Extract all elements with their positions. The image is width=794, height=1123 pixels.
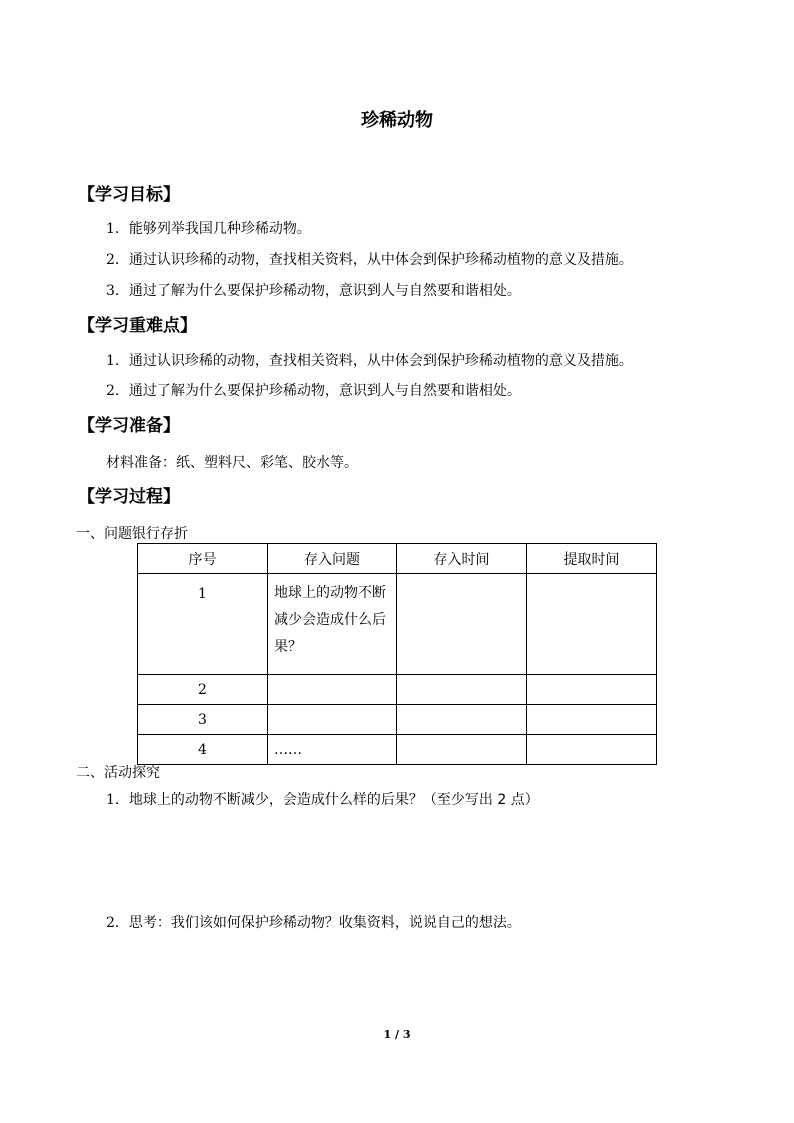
row-index: 3 [138, 705, 268, 735]
objective-num-1: 1． [106, 221, 129, 237]
key-points-heading: 【学习重难点】 [78, 316, 197, 336]
objective-item-3 [106, 280, 521, 300]
objective-item-2 [106, 249, 633, 269]
key-point-text-2: 通过了解为什么要保护珍稀动物，意识到人与自然要和谐相处。 [128, 383, 521, 399]
table-row [138, 735, 657, 765]
objective-text-3: 通过了解为什么要保护珍稀动物，意识到人与自然要和谐相处。 [128, 283, 521, 299]
objective-text-2: 通过认识珍稀的动物，查找相关资料，从中体会到保护珍稀动植物的意义及措施。 [128, 252, 633, 268]
table-header-index: 序号 [138, 544, 268, 574]
row-withdraw-time [527, 675, 657, 705]
process-heading: 【学习过程】 [78, 487, 180, 507]
row-question [268, 705, 397, 735]
key-point-item-1 [106, 350, 633, 370]
row-deposit-time [397, 705, 527, 735]
activity-text-2: 思考：我们该如何保护珍稀动物？收集资料，说说自己的想法。 [128, 915, 521, 931]
row-question: 地球上的动物不断减少会造成什么后果？ [268, 574, 397, 675]
preparation-text: 材料准备：纸、塑料尺、彩笔、胶水等。 [106, 455, 358, 471]
row-question [268, 675, 397, 705]
activity-num-1: 1． [106, 792, 129, 808]
key-point-num-1: 1． [106, 353, 129, 369]
row-withdraw-time [527, 735, 657, 765]
table-row [138, 574, 657, 675]
row-deposit-time [397, 675, 527, 705]
row-index: 2 [138, 675, 268, 705]
table-header-row [138, 544, 657, 574]
key-point-text-1: 通过认识珍稀的动物，查找相关资料，从中体会到保护珍稀动植物的意义及措施。 [128, 353, 633, 369]
objective-num-3: 3． [106, 283, 129, 299]
table-header-withdraw-time: 提取时间 [527, 544, 657, 574]
key-point-num-2: 2． [106, 383, 129, 399]
question-bank-table [137, 543, 657, 765]
activity-question-1 [106, 789, 539, 809]
question-bank-heading: 一、问题银行存折 [76, 526, 188, 542]
table-row [138, 705, 657, 735]
page-number: 1 / 3 [383, 1028, 411, 1041]
table-header-question: 存入问题 [268, 544, 397, 574]
activity-num-2: 2． [106, 915, 129, 931]
activity-question-2 [106, 912, 521, 932]
objectives-heading: 【学习目标】 [78, 185, 180, 205]
activity-text-1: 地球上的动物不断减少，会造成什么样的后果？（至少写出 2 点） [128, 792, 539, 808]
row-withdraw-time [527, 705, 657, 735]
key-point-item-2 [106, 380, 521, 400]
row-deposit-time [397, 574, 527, 675]
objective-item-1 [106, 218, 311, 238]
objective-num-2: 2． [106, 252, 129, 268]
page-title: 珍稀动物 [361, 110, 433, 131]
row-withdraw-time [527, 574, 657, 675]
table-row [138, 675, 657, 705]
table-header-deposit-time: 存入时间 [397, 544, 527, 574]
objective-text-1: 能够列举我国几种珍稀动物。 [128, 221, 311, 237]
row-index: 1 [138, 574, 268, 675]
row-index: 4 [138, 735, 268, 765]
preparation-heading: 【学习准备】 [78, 416, 180, 436]
row-deposit-time [397, 735, 527, 765]
activity-heading: 二、活动探究 [76, 765, 160, 781]
row-question: …… [268, 735, 397, 765]
